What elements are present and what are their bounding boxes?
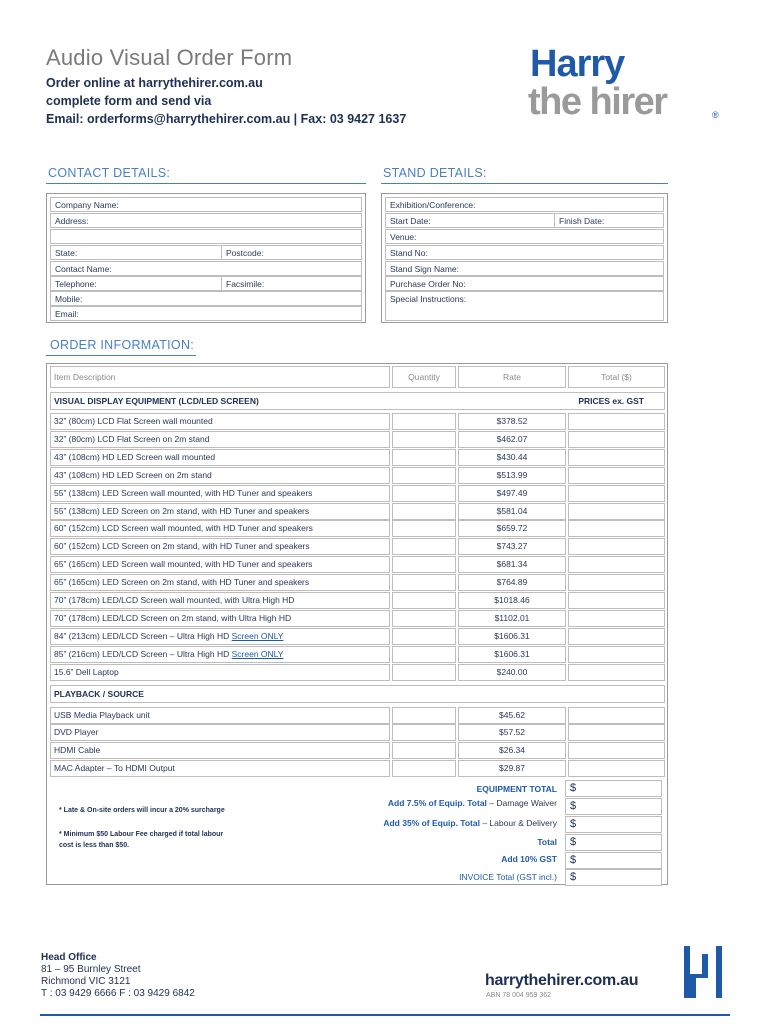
stand-sign-label: Stand Sign Name: xyxy=(390,264,459,274)
stand-no-field[interactable] xyxy=(385,245,664,260)
quantity-input[interactable] xyxy=(392,413,456,430)
order-online-line: Order online at harrythehirer.com.au xyxy=(46,76,263,90)
quantity-input[interactable] xyxy=(392,520,456,537)
item-total-input[interactable] xyxy=(568,664,665,681)
minimum-labour-note-line1: * Minimum $50 Labour Fee charged if total labour xyxy=(59,831,224,838)
order-table xyxy=(46,363,668,885)
stand-heading-rule xyxy=(381,183,668,184)
stand-details-box xyxy=(381,193,668,323)
item-rate: $57.52 xyxy=(458,724,566,741)
category-playback-source xyxy=(50,685,665,703)
minimum-labour-note-line2: cost is less than $50. xyxy=(59,842,130,849)
item-description xyxy=(50,485,390,502)
gst-field[interactable]: $ xyxy=(565,852,662,869)
page-title: Audio Visual Order Form xyxy=(46,45,293,70)
h-monogram-icon xyxy=(682,944,724,1000)
item-rate: $378.52 xyxy=(458,413,566,430)
special-instructions-field[interactable] xyxy=(385,291,664,321)
quantity-input[interactable] xyxy=(392,431,456,448)
item-description xyxy=(50,592,390,609)
category-visual-display xyxy=(50,392,665,410)
item-description xyxy=(50,646,390,663)
head-office-title: Head Office xyxy=(41,952,97,963)
item-rate: $743.27 xyxy=(458,538,566,555)
item-rate: $497.49 xyxy=(458,485,566,502)
item-description-text: 55” (138cm) LED Screen wall mounted, with HD Tuner and speakers xyxy=(54,487,313,498)
quantity-input[interactable] xyxy=(392,707,456,724)
item-description xyxy=(50,760,390,777)
mobile-field[interactable] xyxy=(50,291,362,306)
late-order-note: * Late & On-site orders will incur a 20% surcharge xyxy=(59,807,225,814)
company-name-label: Company Name: xyxy=(55,200,119,210)
item-description-underlined: Screen ONLY xyxy=(231,648,284,659)
item-total-input[interactable] xyxy=(568,538,665,555)
address-field[interactable] xyxy=(50,213,362,228)
item-description xyxy=(50,664,390,681)
item-description-text: 70” (178cm) LED/LCD Screen on 2m stand, with Ultra High HD xyxy=(54,612,292,623)
stand-no-label: Stand No: xyxy=(390,248,428,258)
quantity-input[interactable] xyxy=(392,503,456,520)
venue-label: Venue: xyxy=(390,232,417,242)
footer-abn: ABN 78 004 959 362 xyxy=(486,992,551,999)
gst-text: Add 10% GST xyxy=(501,854,557,864)
quantity-input[interactable] xyxy=(392,467,456,484)
contact-details-box xyxy=(46,193,366,323)
item-total-input[interactable] xyxy=(568,760,665,777)
invoice-total-label xyxy=(459,872,557,882)
quantity-input[interactable] xyxy=(392,724,456,741)
registered-mark: ® xyxy=(712,110,719,120)
footer-website[interactable]: harrythehirer.com.au xyxy=(485,972,639,989)
item-description xyxy=(50,707,390,724)
item-total-input[interactable] xyxy=(568,707,665,724)
total-text: Total xyxy=(537,837,557,847)
contact-heading-rule xyxy=(46,183,366,184)
finish-date-label: Finish Date: xyxy=(559,216,605,226)
postcode-label: Postcode: xyxy=(226,248,264,258)
start-date-field[interactable] xyxy=(385,213,664,228)
col-quantity: Quantity xyxy=(392,366,456,388)
item-total-input[interactable] xyxy=(568,503,665,520)
item-rate: $240.00 xyxy=(458,664,566,681)
item-rate: $1018.46 xyxy=(458,592,566,609)
item-rate: $1606.31 xyxy=(458,646,566,663)
mobile-label: Mobile: xyxy=(55,294,83,304)
finish-date-field[interactable] xyxy=(554,214,608,227)
head-office-phone-fax: T : 03 9429 6666 F : 03 9429 6842 xyxy=(41,988,195,999)
col-rate: Rate xyxy=(458,366,566,388)
exhibition-field[interactable] xyxy=(385,197,664,212)
item-description-text: DVD Player xyxy=(54,727,99,738)
item-total-input[interactable] xyxy=(568,742,665,759)
item-total-input[interactable] xyxy=(568,724,665,741)
item-total-input[interactable] xyxy=(568,574,665,591)
labour-delivery-field[interactable]: $ xyxy=(565,816,662,833)
item-rate: $513.99 xyxy=(458,467,566,484)
company-name-field[interactable] xyxy=(50,197,362,212)
item-description xyxy=(50,431,390,448)
damage-waiver-bold: Add 7.5% of Equip. Total xyxy=(387,798,487,808)
exhibition-label: Exhibition/Conference: xyxy=(390,200,476,210)
item-total-input[interactable] xyxy=(568,431,665,448)
head-office-block xyxy=(41,952,195,1000)
damage-waiver-field[interactable]: $ xyxy=(565,798,662,815)
item-total-input[interactable] xyxy=(568,485,665,502)
item-description-text: 70” (178cm) LED/LCD Screen wall mounted, with Ultra High HD xyxy=(54,595,295,605)
contact-name-label: Contact Name: xyxy=(55,264,112,274)
state-field[interactable] xyxy=(50,245,362,260)
address-label: Address: xyxy=(55,216,89,226)
item-description-text: 32” (80cm) LCD Flat Screen wall mounted xyxy=(54,416,213,426)
labour-delivery-bold: Add 35% of Equip. Total xyxy=(383,818,480,828)
invoice-total-text: INVOICE Total (GST incl.) xyxy=(459,872,557,882)
item-description-text: 43” (108cm) HD LED Screen on 2m stand xyxy=(54,469,212,480)
item-description-text: 65” (165cm) LED Screen on 2m stand, with HD Tuner and speakers xyxy=(54,577,310,588)
item-description-text: 55” (138cm) LED Screen on 2m stand, with HD Tuner and speakers xyxy=(54,505,310,516)
item-description-text: 60” (152cm) LCD Screen on 2m stand, with HD Tuner and speakers xyxy=(54,541,310,552)
item-total-input[interactable] xyxy=(568,413,665,430)
email-label: Email: xyxy=(55,309,79,319)
invoice-total-field[interactable]: $ xyxy=(565,869,662,886)
equipment-total-field[interactable]: $ xyxy=(565,780,662,797)
col-item-description: Item Description xyxy=(50,366,390,388)
item-total-input[interactable] xyxy=(568,556,665,573)
item-description xyxy=(50,467,390,484)
item-description xyxy=(50,413,390,430)
prices-ex-gst-note: PRICES ex. GST xyxy=(578,396,644,406)
venue-field[interactable] xyxy=(385,229,664,244)
item-description-text: 15.6” Dell Laptop xyxy=(54,666,119,677)
item-total-input[interactable] xyxy=(568,592,665,609)
stand-sign-field[interactable] xyxy=(385,261,664,276)
postcode-field[interactable] xyxy=(221,246,268,259)
send-via-line: complete form and send via xyxy=(46,94,212,108)
item-description xyxy=(50,538,390,555)
item-total-input[interactable] xyxy=(568,449,665,466)
telephone-label: Telephone: xyxy=(55,279,97,289)
item-description xyxy=(50,520,390,537)
purchase-order-label: Purchase Order No: xyxy=(390,279,466,289)
item-rate: $29.87 xyxy=(458,760,566,777)
total-label xyxy=(537,837,557,847)
start-date-label: Start Date: xyxy=(390,216,431,226)
damage-waiver-rest: – Damage Waiver xyxy=(486,798,557,808)
item-rate: $45.62 xyxy=(458,707,566,724)
item-description xyxy=(50,628,390,645)
item-description xyxy=(50,610,390,627)
item-description-text: 65” (165cm) LED Screen wall mounted, with HD Tuner and speakers xyxy=(54,559,313,570)
item-total-input[interactable] xyxy=(568,520,665,537)
contact-name-field[interactable] xyxy=(50,261,362,276)
item-description-text: 85” (216cm) LED/LCD Screen – Ultra High HD xyxy=(54,648,232,659)
item-description-text: 60” (152cm) LCD Screen wall mounted, with HD Tuner and speakers xyxy=(54,523,313,534)
head-office-suburb: Richmond VIC 3121 xyxy=(41,976,131,987)
item-description-text: 43” (108cm) HD LED Screen wall mounted xyxy=(54,451,216,462)
item-description-text: HDMI Cable xyxy=(54,745,101,756)
item-description-text: MAC Adapter – To HDMI Output xyxy=(54,763,175,774)
item-description-text: USB Media Playback unit xyxy=(54,709,150,720)
email-field[interactable] xyxy=(50,306,362,321)
labour-delivery-rest: – Labour & Delivery xyxy=(479,818,557,828)
category-visual-display-label: VISUAL DISPLAY EQUIPMENT (LCD/LED SCREEN) xyxy=(54,396,259,406)
category-playback-source-label: PLAYBACK / SOURCE xyxy=(54,688,144,699)
item-description-text: 84” (213cm) LED/LCD Screen – Ultra High HD xyxy=(54,630,232,641)
item-rate: $581.04 xyxy=(458,503,566,520)
special-instructions-label: Special Instructions: xyxy=(390,294,467,304)
head-office-street: 81 – 95 Burnley Street xyxy=(41,964,141,975)
quantity-input[interactable] xyxy=(392,646,456,663)
item-description-text: 32” (80cm) LCD Flat Screen on 2m stand xyxy=(54,433,210,444)
purchase-order-field[interactable] xyxy=(385,276,664,291)
quantity-input[interactable] xyxy=(392,574,456,591)
item-rate: $430.44 xyxy=(458,449,566,466)
equipment-total-label xyxy=(477,784,557,794)
item-description xyxy=(50,556,390,573)
item-rate: $681.34 xyxy=(458,556,566,573)
item-total-input[interactable] xyxy=(568,467,665,484)
quantity-input[interactable] xyxy=(392,556,456,573)
address-line-2-field[interactable] xyxy=(50,229,362,244)
gst-label xyxy=(501,854,557,864)
logo-top-text: Harry xyxy=(530,43,625,85)
item-rate: $764.89 xyxy=(458,574,566,591)
stand-details-heading: STAND DETAILS: xyxy=(383,166,487,180)
facsimile-label: Facsimile: xyxy=(226,279,265,289)
quantity-input[interactable] xyxy=(392,760,456,777)
email-fax-line: Email: orderforms@harrythehirer.com.au | Fax: 03 9427 1637 xyxy=(46,112,407,126)
item-total-input[interactable] xyxy=(568,646,665,663)
item-rate: $26.34 xyxy=(458,742,566,759)
state-label: State: xyxy=(55,248,78,258)
quantity-input[interactable] xyxy=(392,449,456,466)
item-total-input[interactable] xyxy=(568,610,665,627)
item-total-input[interactable] xyxy=(568,628,665,645)
minimum-labour-note xyxy=(59,829,223,851)
harry-the-hirer-logo xyxy=(528,44,728,124)
contact-details-heading: CONTACT DETAILS: xyxy=(48,166,171,180)
labour-delivery-label xyxy=(383,818,557,828)
quantity-input[interactable] xyxy=(392,628,456,645)
quantity-input[interactable] xyxy=(392,592,456,609)
item-rate: $1606.31 xyxy=(458,628,566,645)
quantity-input[interactable] xyxy=(392,742,456,759)
col-total: Total ($) xyxy=(568,366,665,388)
item-description xyxy=(50,724,390,741)
item-description xyxy=(50,742,390,759)
item-description xyxy=(50,449,390,466)
damage-waiver-label xyxy=(388,798,557,808)
facsimile-field[interactable] xyxy=(221,277,268,290)
item-description xyxy=(50,574,390,591)
order-information-heading: ORDER INFORMATION: xyxy=(50,338,195,352)
item-rate: $1102.01 xyxy=(458,610,566,627)
quantity-input[interactable] xyxy=(392,610,456,627)
total-field[interactable]: $ xyxy=(565,834,662,851)
logo-bottom-text: the hirer xyxy=(528,81,667,123)
item-rate: $659.72 xyxy=(458,520,566,537)
equipment-total-text: EQUIPMENT TOTAL xyxy=(476,784,557,794)
item-rate: $462.07 xyxy=(458,431,566,448)
quantity-input[interactable] xyxy=(392,664,456,681)
order-heading-rule xyxy=(46,355,196,356)
footer-rule xyxy=(40,1014,730,1016)
quantity-input[interactable] xyxy=(392,538,456,555)
item-description-underlined: Screen ONLY xyxy=(231,630,284,641)
telephone-field[interactable] xyxy=(50,276,362,291)
quantity-input[interactable] xyxy=(392,485,456,502)
item-description xyxy=(50,503,390,520)
